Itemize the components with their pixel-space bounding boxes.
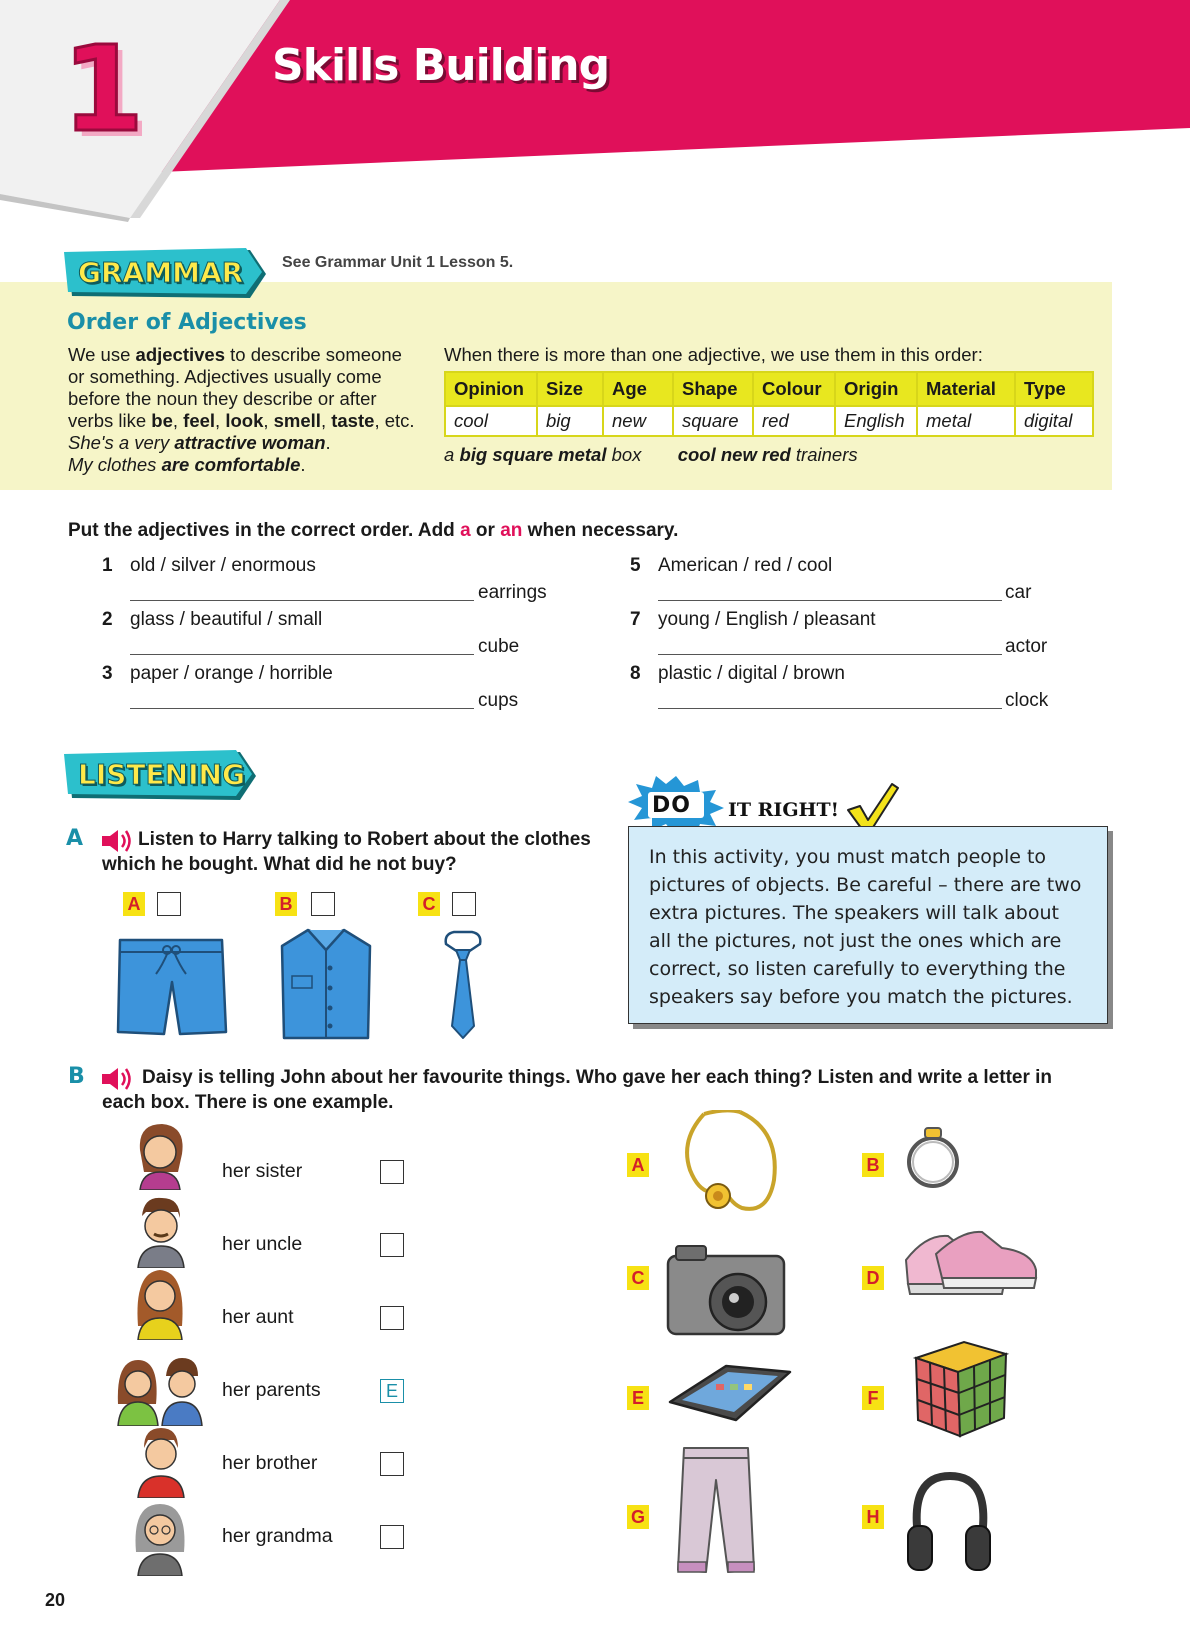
table-cell: English [835,406,917,436]
unit-banner [0,0,1190,240]
tip-line: all the pictures, not just the ones which are [649,930,1062,952]
exercise-b-instruction-l1: Daisy is telling John about her favourite things. Who gave her each thing? Listen and write a letter in [142,1067,1053,1088]
table-cell: red [753,406,835,436]
answer-box[interactable] [380,1306,404,1330]
item-noun: earrings [478,582,547,603]
item-noun: clock [1005,690,1049,711]
table-cell: big [537,406,603,436]
page-title: Skills Building [272,40,610,91]
table-cell: metal [917,406,1015,436]
answer-line[interactable] [658,708,1002,709]
option-letter: B [275,892,297,916]
exercise-a-label: A [66,826,84,851]
answer-box[interactable] [380,1525,404,1549]
tip-line: correct, so listen carefully to everything the [649,958,1066,980]
exercise-item: 7 young / English / pleasant [630,609,876,630]
answer-box[interactable] [380,1452,404,1476]
person-label: her sister [222,1160,303,1182]
picture-letter: C [627,1266,649,1290]
trousers-icon [674,1444,758,1578]
shorts-icon [112,936,230,1042]
exercise-item: 5 American / red / cool [630,555,833,576]
table-header: Age [603,372,673,406]
parents-avatar [114,1354,206,1426]
picture-letter: G [627,1505,649,1529]
answer-line[interactable] [658,600,1002,601]
ring-icon [902,1124,964,1190]
exercise-item: 3 paper / orange / horrible [102,663,333,684]
brother-avatar [130,1424,190,1498]
order-intro: When there is more than one adjective, we use them in this order: [444,344,983,365]
page-number: 20 [45,1590,66,1610]
picture-letter: F [862,1386,884,1410]
answer-line[interactable] [130,708,474,709]
unit-number: 1 [62,20,145,158]
picture-letter: B [862,1153,884,1177]
exercise-item: 1 old / silver / enormous [102,555,316,576]
it-right-label: IT RIGHT! [728,799,839,821]
rubiks-cube-icon [910,1336,1010,1440]
headphones-icon [904,1470,994,1576]
table-header: Type [1015,372,1093,406]
phone-icon [664,1362,796,1424]
grammar-tag: GRAMMAR [78,256,244,289]
answer-checkbox[interactable] [157,892,181,916]
picture-letter: A [627,1153,649,1177]
answer-box[interactable] [380,1160,404,1184]
aunt-avatar [130,1266,190,1340]
picture-letter: H [862,1505,884,1529]
necklace-icon [676,1110,788,1220]
grandma-avatar [130,1500,190,1576]
table-header: Opinion [445,372,537,406]
exercise-b-label: B [68,1064,85,1089]
grammar-intro: We use adjectives to describe someone or something. Adjectives usually come before the noun they describe or after verbs like be, feel, look, smell, taste, etc. She's a very attractive woman. My clothes are comfortable. [68,344,415,475]
audio-icon[interactable] [100,828,134,854]
table-header: Origin [835,372,917,406]
table-header: Material [917,372,1015,406]
adjective-order-table [444,371,1094,437]
grammar-reference: See Grammar Unit 1 Lesson 5. [282,254,514,271]
option-letter: A [123,892,145,916]
item-noun: cube [478,636,520,657]
person-label: her brother [222,1452,318,1474]
answer-checkbox[interactable] [452,892,476,916]
tip-line: speakers say before you match the pictures. [649,986,1073,1008]
exercise1-instruction: Put the adjectives in the correct order. Add a or an when necessary. [68,520,679,541]
picture-letter: D [862,1266,884,1290]
table-cell: square [673,406,753,436]
tip-line: extra pictures. The speakers will talk about [649,902,1059,924]
answer-box[interactable] [380,1233,404,1257]
tip-line: pictures of objects. Be careful – there are two [649,874,1082,896]
grammar-heading: Order of Adjectives [67,310,307,335]
table-cell: new [603,406,673,436]
person-label: her parents [222,1379,321,1401]
person-label: her uncle [222,1233,303,1255]
answer-line[interactable] [658,654,1002,655]
sister-avatar [130,1120,190,1190]
person-label: her grandma [222,1525,333,1547]
order-examples: a big square metal box cool new red trainers [444,444,858,465]
exercise-a-instruction-l2: which he bought. What did he not buy? [102,854,457,875]
exercise-b-instruction-l2: each box. There is one example. [102,1092,394,1113]
exercise-a-instruction-l1: Listen to Harry talking to Robert about the clothes [138,829,591,850]
exercise-item: 2 glass / beautiful / small [102,609,323,630]
tip-line: In this activity, you must match people to [649,846,1047,868]
answer-line[interactable] [130,654,474,655]
item-noun: actor [1005,636,1048,657]
uncle-avatar [130,1194,190,1268]
table-cell: cool [445,406,537,436]
item-noun: cups [478,690,519,711]
answer-box-example: E [380,1379,404,1403]
answer-line[interactable] [130,600,474,601]
exercise-item: 8 plastic / digital / brown [630,663,845,684]
camera-icon [664,1242,788,1338]
answer-checkbox[interactable] [311,892,335,916]
person-label: her aunt [222,1306,294,1328]
picture-letter: E [627,1386,649,1410]
tip-box [628,826,1108,1024]
table-cell: digital [1015,406,1093,436]
audio-icon[interactable] [100,1066,134,1092]
table-header: Colour [753,372,835,406]
table-header: Size [537,372,603,406]
option-letter: C [418,892,440,916]
do-label: DO [652,793,691,818]
trainers-icon [900,1224,1040,1304]
shirt-icon [278,926,374,1042]
tie-icon [440,930,486,1042]
item-noun: car [1005,582,1032,603]
listening-tag: LISTENING [78,758,245,791]
table-header: Shape [673,372,753,406]
